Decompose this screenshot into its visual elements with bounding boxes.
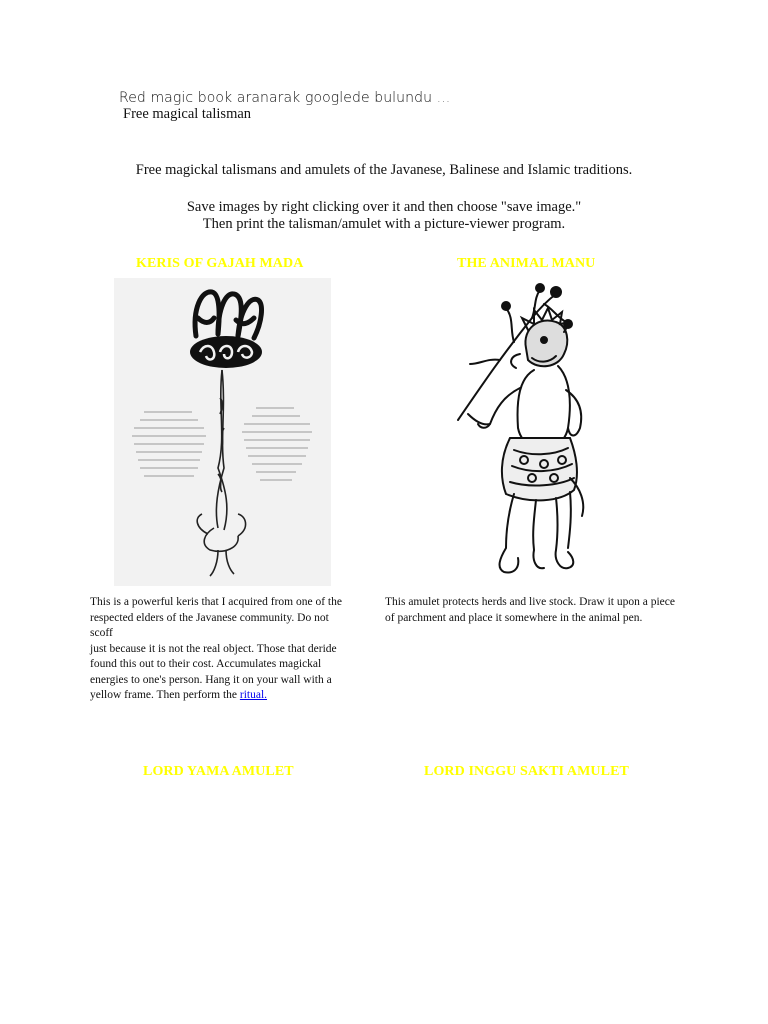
keris-description [90,595,350,704]
animal-manu-title: THE ANIMAL MANU [457,256,596,271]
keris-image[interactable] [114,278,331,586]
save-instructions-line-2: Then print the talisman/amulet with a picture-viewer program. [202,216,566,232]
lord-yama-title: LORD YAMA AMULET [143,764,294,779]
keris-description-line: found this out to their cost. Accumulates magickal [90,658,322,670]
animal-manu-drawing [440,278,620,584]
keris-title: KERIS OF GAJAH MADA [136,256,304,271]
save-instructions [0,199,768,233]
lord-inggu-sakti-title: LORD INGGU SAKTI AMULET [424,764,629,779]
animal-manu-image[interactable] [440,278,620,584]
header-line-1 [119,90,450,106]
keris-description-line: energies to one's person. Hang it on your wall with a yellow frame. Then perform the [90,673,332,701]
header-line-1-ellipsis: ... [436,90,451,106]
animal-manu-description-line: This amulet protects herds and live stock. Draw it upon a piece of parchment and place it somewhere in the animal pen. [385,596,675,624]
animal-manu-description [385,595,685,626]
ritual-link[interactable]: ritual. [239,689,268,701]
keris-description-last-line [90,673,350,704]
header-line-2: Free magical talisman [123,106,252,122]
keris-description-line: This is a powerful keris that I acquired from one of the [90,596,342,608]
save-instructions-line-1: Save images by right clicking over it and then choose "save image." [186,199,582,215]
keris-description-line: just because it is not the real object. Those that deride [90,642,337,655]
header-line-1-text: Red magic book aranarak googlede bulundu [119,90,433,106]
keris-description-line: respected elders of the Javanese community. Do not scoff [90,611,329,639]
keris-drawing [114,278,331,586]
intro-text: Free magickal talismans and amulets of the Javanese, Balinese and Islamic traditions. [135,162,633,178]
